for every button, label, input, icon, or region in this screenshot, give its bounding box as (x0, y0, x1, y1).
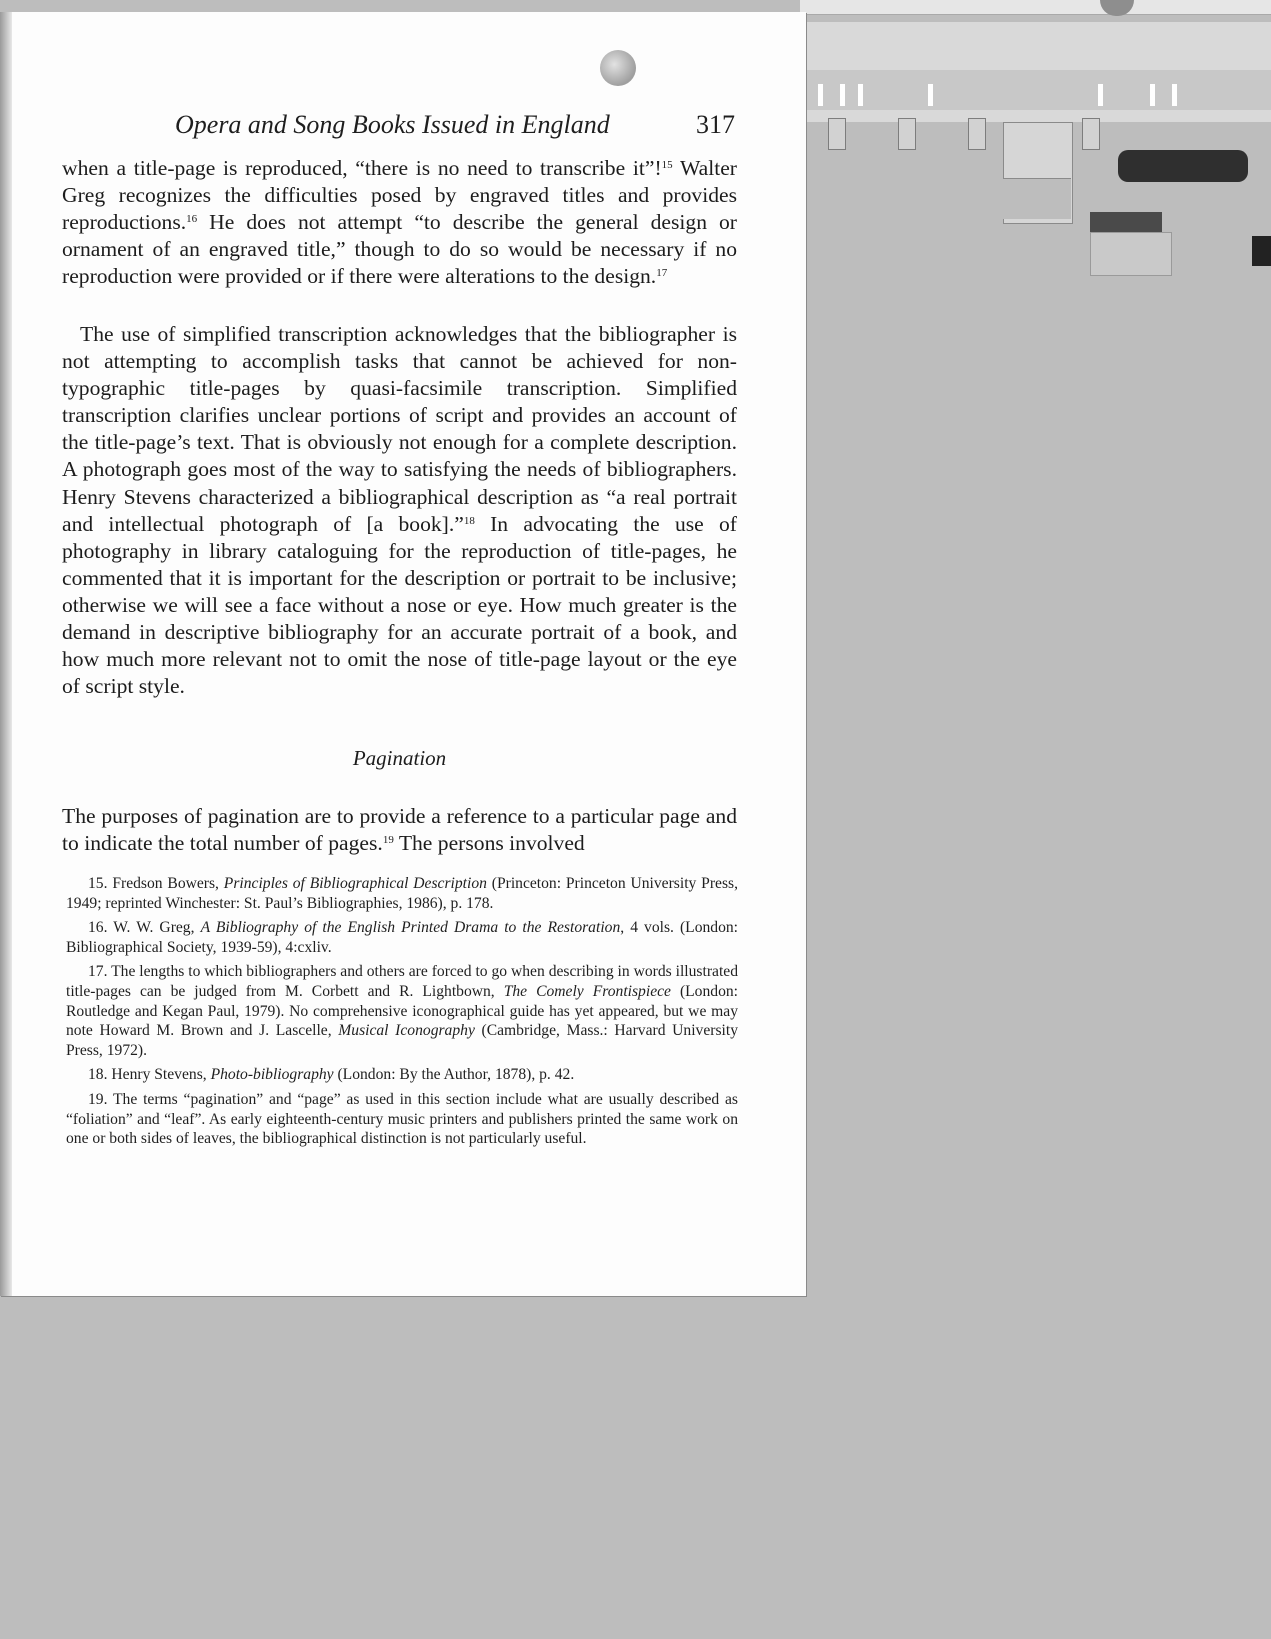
footnote-text: (London: Routledge and Kegan Paul, 1979). No comprehensive iconographical guide has yet appeared, but we may note Howard M. Brown and J. Lascelle, (66, 982, 738, 1040)
rail-tab (898, 118, 916, 150)
footnote-ref: 19 (382, 834, 394, 847)
footnote-15 (66, 874, 738, 913)
footnote-text: (Cambridge, Mass.: Harvard University Press, 1972). (66, 1022, 738, 1059)
rail-tab (828, 118, 846, 150)
scanner-block-inner (1003, 178, 1071, 219)
scanner-rail-stripe (800, 70, 1271, 110)
scanner-lid-edge (800, 0, 1271, 15)
rail-slot (858, 84, 863, 106)
scanner-roller (1118, 150, 1248, 182)
rail-slot (818, 84, 823, 106)
rail-tab (1082, 118, 1100, 150)
running-head (175, 110, 735, 146)
footnote-text: 19. The terms “pagination” and “page” as used in this section include what are usually described as “foliation” and “leaf”. As early eighteenth-century music printers and publishers printed the same work on one or both sides of leaves, the bibliographical distinction is not particularly useful. (66, 1090, 738, 1148)
footnote-text: 17. The lengths to which bibliographers and others are forced to go when describing in words illustrated title-pages can be judged from M. Corbett and R. Lightbown, (66, 963, 738, 1000)
paragraph-1 (62, 155, 737, 290)
page-number: 317 (696, 110, 735, 139)
section-heading: Pagination (352, 746, 447, 770)
paragraph-text: In advocating the use of photography in library cataloguing for the reproduction of title-pages, he commented that it is important for the description or portrait to be inclusive; otherwise we will see a face without a nose or eye. How much greater is the demand in descriptive bibliography for an accurate portrait of a book, and how much more relevant not to omit the nose of title-page layout or the eye of script style. (62, 511, 738, 699)
scanner-dark-edge (1252, 236, 1271, 266)
paragraph-text: The purposes of pagination are to provide a reference to a particular page and to indicate the total number of pages. (62, 804, 737, 856)
footnote-ref: 18 (463, 514, 475, 527)
scanner-pad (1090, 232, 1172, 276)
footnote-18 (66, 1065, 738, 1085)
paragraph-3 (62, 803, 737, 857)
page-binding-edge (0, 12, 12, 1296)
paragraph-text: The persons involved (393, 831, 585, 856)
footnote-text: (London: By the Author, 1878), p. 42. (333, 1066, 575, 1084)
scanner-dark-strip (1090, 212, 1162, 232)
rail-slot (840, 84, 845, 106)
paragraph-text: when a title-page is reproduced, “there is no need to transcribe it”! (62, 156, 662, 180)
footnote-16 (66, 918, 738, 957)
footnotes (66, 874, 738, 1154)
footnote-17 (66, 962, 738, 1060)
paragraph-text: He does not attempt “to describe the general design or ornament of an engraved title,” though to do so would be necessary if no reproduction were provided or if there were alterations to the design. (62, 210, 737, 289)
footnote-title: Photo-bibliography (210, 1066, 334, 1084)
footnote-text: , 4 vols. (London: Bibliographical Society, 1939-59), 4:cxliv. (66, 919, 739, 956)
footnote-19 (66, 1090, 738, 1149)
rail-slot (1098, 84, 1103, 106)
rail-slot (1150, 84, 1155, 106)
footnote-text: (Princeton: Princeton University Press, 1949; reprinted Winchester: St. Paul’s Bibliographies, 1986), p. 178. (66, 875, 738, 912)
punch-hole (600, 50, 636, 86)
footnote-text: 16. W. W. Greg, (88, 919, 201, 937)
footnote-ref: 15 (661, 159, 673, 171)
rail-slot (1172, 84, 1177, 106)
scanned-page (0, 12, 806, 1296)
paragraph-text: Walter Greg recognizes the difficulties posed by engraved titles and provides reproductions. (62, 156, 737, 235)
footnote-ref: 16 (186, 213, 198, 226)
footnote-title: Principles of Bibliographical Description (223, 875, 487, 892)
footnote-ref: 17 (656, 267, 668, 280)
paragraph-text: The use of simplified transcription acknowledges that the bibliographer is not attempting to accomplish tasks that cannot be achieved for non-typographic title-pages by quasi-facsimile transcription. Simplified transcription clarifies unclear portions of script and provides an account of the title-page’s text. That is obviously not enough for a complete description. A photograph goes most of the way to satisfying the needs of bibliographers. Henry Stevens characterized a bibliographical description as “a real portrait and intellectual photograph of [a book].” (62, 322, 737, 536)
footnote-text: 18. Henry Stevens, (88, 1066, 211, 1084)
footnote-title: A Bibliography of the English Printed Drama to the Restoration (200, 919, 621, 937)
rail-tab (968, 118, 986, 150)
rail-slot (928, 84, 933, 106)
paragraph-2 (62, 321, 737, 700)
running-head-title: Opera and Song Books Issued in England (175, 110, 610, 139)
footnote-text: 15. Fredson Bowers, (88, 875, 224, 892)
footnote-title: The Comely Frontispiece (503, 982, 671, 1000)
footnote-title: Musical Iconography (338, 1022, 475, 1040)
